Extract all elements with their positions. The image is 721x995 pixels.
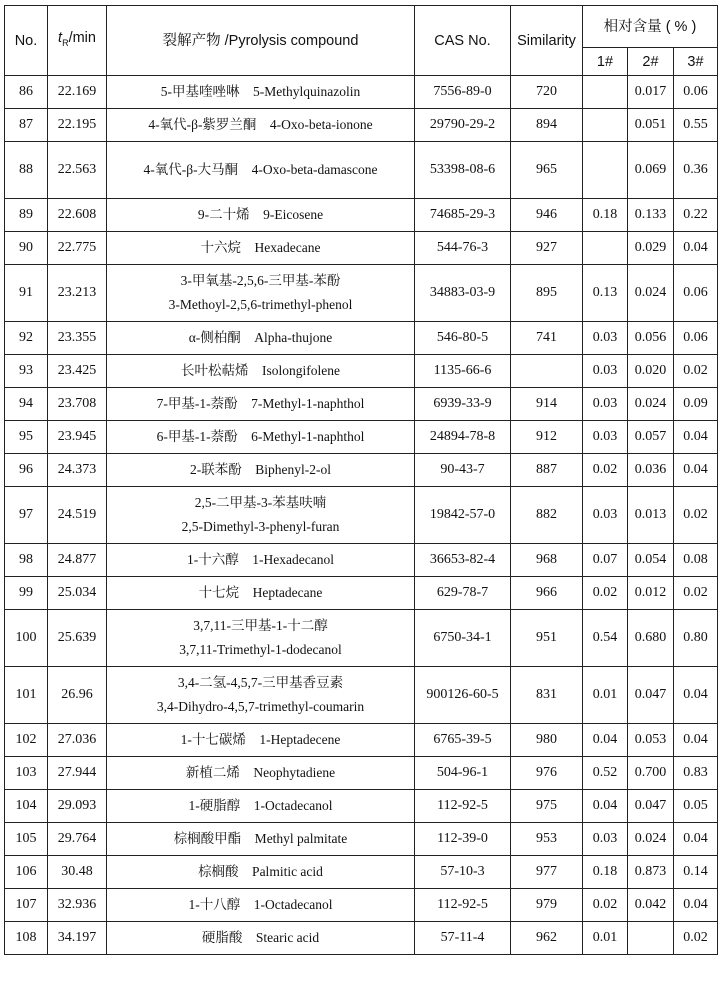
- compound-line: 3-Methoyl-2,5,6-trimethyl-phenol: [168, 297, 353, 312]
- cell-similarity: 927: [511, 232, 583, 265]
- cell-sample-3: 0.04: [674, 454, 718, 487]
- cell-cas: 36653-82-4: [415, 544, 511, 577]
- compound-line: 1-硬脂醇 1-Octadecanol: [188, 798, 333, 813]
- cell-cas: 53398-08-6: [415, 142, 511, 199]
- cell-sample-1: 0.03: [583, 388, 628, 421]
- cell-sample-1: 0.01: [583, 667, 628, 724]
- cell-sample-2: 0.873: [628, 856, 674, 889]
- cell-cas: 7556-89-0: [415, 76, 511, 109]
- cell-sample-1: [583, 232, 628, 265]
- cell-similarity: 887: [511, 454, 583, 487]
- cell-sample-2: 0.054: [628, 544, 674, 577]
- cell-sample-2: 0.024: [628, 265, 674, 322]
- cell-sample-1: 0.52: [583, 757, 628, 790]
- cell-sample-3: 0.83: [674, 757, 718, 790]
- table-row: [5, 823, 718, 856]
- cell-cas: 629-78-7: [415, 577, 511, 610]
- cell-no: 95: [5, 421, 48, 454]
- cell-cas: 74685-29-3: [415, 199, 511, 232]
- cell-sample-3: 0.06: [674, 265, 718, 322]
- cell-compound: [107, 922, 415, 955]
- cell-similarity: 975: [511, 790, 583, 823]
- cell-retention-time: 22.775: [48, 232, 107, 265]
- header-no: No.: [5, 6, 48, 76]
- cell-sample-3: 0.02: [674, 487, 718, 544]
- cell-sample-3: 0.04: [674, 667, 718, 724]
- cell-sample-2: 0.053: [628, 724, 674, 757]
- cell-sample-3: 0.04: [674, 724, 718, 757]
- cell-no: 91: [5, 265, 48, 322]
- cell-sample-1: 0.04: [583, 724, 628, 757]
- cell-compound: [107, 757, 415, 790]
- cell-sample-2: [628, 922, 674, 955]
- cell-no: 93: [5, 355, 48, 388]
- compound-line: 棕榈酸甲酯 Methyl palmitate: [173, 831, 348, 846]
- table-row: [5, 232, 718, 265]
- cell-sample-1: 0.04: [583, 790, 628, 823]
- compound-line: 新植二烯 Neophytadiene: [185, 765, 336, 780]
- cell-compound: [107, 109, 415, 142]
- cell-sample-1: 0.02: [583, 454, 628, 487]
- cell-no: 86: [5, 76, 48, 109]
- cell-cas: 544-76-3: [415, 232, 511, 265]
- cell-sample-3: 0.55: [674, 109, 718, 142]
- table-row: [5, 76, 718, 109]
- cell-similarity: 977: [511, 856, 583, 889]
- cell-sample-3: 0.08: [674, 544, 718, 577]
- compound-line: 6-甲基-1-萘酚 6-Methyl-1-naphthol: [156, 429, 365, 444]
- cell-compound: [107, 232, 415, 265]
- table-row: [5, 577, 718, 610]
- cell-retention-time: 25.034: [48, 577, 107, 610]
- header-cas: CAS No.: [415, 6, 511, 76]
- cell-sample-2: 0.047: [628, 790, 674, 823]
- table-row: [5, 667, 718, 724]
- table-row: [5, 610, 718, 667]
- cell-sample-3: 0.04: [674, 232, 718, 265]
- table-row: [5, 388, 718, 421]
- cell-compound: [107, 388, 415, 421]
- cell-no: 92: [5, 322, 48, 355]
- cell-sample-3: 0.05: [674, 790, 718, 823]
- cell-sample-3: 0.36: [674, 142, 718, 199]
- table-row: [5, 142, 718, 199]
- cell-sample-3: 0.14: [674, 856, 718, 889]
- cell-sample-1: 0.03: [583, 421, 628, 454]
- cell-cas: 112-92-5: [415, 790, 511, 823]
- header-sample-1: 1#: [583, 48, 628, 76]
- cell-retention-time: 24.877: [48, 544, 107, 577]
- cell-cas: 24894-78-8: [415, 421, 511, 454]
- compound-line: 2-联苯酚 Biphenyl-2-ol: [190, 462, 331, 477]
- cell-cas: 57-11-4: [415, 922, 511, 955]
- table-row: [5, 421, 718, 454]
- header-sample-2: 2#: [628, 48, 674, 76]
- cell-cas: 6750-34-1: [415, 610, 511, 667]
- cell-no: 98: [5, 544, 48, 577]
- cell-compound: [107, 724, 415, 757]
- cell-similarity: 946: [511, 199, 583, 232]
- cell-sample-2: 0.013: [628, 487, 674, 544]
- cell-compound: [107, 322, 415, 355]
- cell-compound: [107, 199, 415, 232]
- compound-line: 5-甲基喹唑啉 5-Methylquinazolin: [160, 84, 361, 99]
- cell-similarity: 894: [511, 109, 583, 142]
- cell-sample-1: 0.13: [583, 265, 628, 322]
- cell-sample-2: 0.700: [628, 757, 674, 790]
- table-row: [5, 322, 718, 355]
- cell-compound: [107, 610, 415, 667]
- cell-sample-2: 0.017: [628, 76, 674, 109]
- table-row: [5, 265, 718, 322]
- compound-line: 2,5-二甲基-3-苯基呋喃: [194, 495, 327, 510]
- cell-sample-3: 0.06: [674, 322, 718, 355]
- cell-similarity: 965: [511, 142, 583, 199]
- cell-sample-1: [583, 76, 628, 109]
- compound-line: 2,5-Dimethyl-3-phenyl-furan: [181, 519, 340, 534]
- cell-sample-1: 0.18: [583, 856, 628, 889]
- cell-retention-time: 24.519: [48, 487, 107, 544]
- header-retention-time: $t_R/\min$: [48, 6, 107, 76]
- cell-compound: [107, 667, 415, 724]
- cell-similarity: 914: [511, 388, 583, 421]
- cell-retention-time: 29.093: [48, 790, 107, 823]
- cell-cas: 19842-57-0: [415, 487, 511, 544]
- compound-line: 3,7,11-三甲基-1-十二醇: [193, 618, 328, 633]
- cell-retention-time: 22.608: [48, 199, 107, 232]
- cell-cas: 57-10-3: [415, 856, 511, 889]
- compound-line: 4-氧代-β-紫罗兰酮 4-Oxo-beta-ionone: [148, 117, 373, 132]
- cell-compound: [107, 355, 415, 388]
- cell-compound: [107, 577, 415, 610]
- cell-sample-3: 0.02: [674, 355, 718, 388]
- cell-sample-3: 0.04: [674, 823, 718, 856]
- cell-sample-1: 0.01: [583, 922, 628, 955]
- cell-cas: 504-96-1: [415, 757, 511, 790]
- cell-similarity: 741: [511, 322, 583, 355]
- table-row: [5, 790, 718, 823]
- table-row: [5, 922, 718, 955]
- cell-similarity: 980: [511, 724, 583, 757]
- cell-sample-2: 0.024: [628, 388, 674, 421]
- table-row: [5, 724, 718, 757]
- cell-sample-1: 0.54: [583, 610, 628, 667]
- cell-retention-time: 32.936: [48, 889, 107, 922]
- cell-retention-time: 30.48: [48, 856, 107, 889]
- cell-sample-3: 0.04: [674, 889, 718, 922]
- cell-similarity: 912: [511, 421, 583, 454]
- cell-sample-2: 0.042: [628, 889, 674, 922]
- cell-sample-2: 0.020: [628, 355, 674, 388]
- cell-similarity: [511, 355, 583, 388]
- cell-retention-time: 22.169: [48, 76, 107, 109]
- table-row: [5, 454, 718, 487]
- cell-sample-2: 0.051: [628, 109, 674, 142]
- compound-line: 4-氧代-β-大马酮 4-Oxo-beta-damascone: [143, 162, 378, 177]
- compound-line: 3,4-Dihydro-4,5,7-trimethyl-coumarin: [156, 699, 365, 714]
- cell-sample-3: 0.09: [674, 388, 718, 421]
- cell-cas: 29790-29-2: [415, 109, 511, 142]
- cell-retention-time: 23.945: [48, 421, 107, 454]
- cell-retention-time: 23.213: [48, 265, 107, 322]
- header-relative-content: 相对含量 ( % ): [583, 6, 718, 48]
- cell-no: 104: [5, 790, 48, 823]
- cell-sample-1: 0.02: [583, 889, 628, 922]
- cell-retention-time: 34.197: [48, 922, 107, 955]
- cell-sample-2: 0.056: [628, 322, 674, 355]
- cell-sample-3: 0.06: [674, 76, 718, 109]
- cell-retention-time: 25.639: [48, 610, 107, 667]
- compound-line: 3,7,11-Trimethyl-1-dodecanol: [179, 642, 342, 657]
- cell-no: 101: [5, 667, 48, 724]
- compound-line: α-侧柏酮 Alpha-thujone: [188, 330, 333, 345]
- table-row: [5, 889, 718, 922]
- pyrolysis-compound-table: [4, 5, 718, 955]
- table-row: [5, 199, 718, 232]
- compound-line: 长叶松萜烯 Isolongifolene: [181, 363, 340, 378]
- cell-sample-3: 0.80: [674, 610, 718, 667]
- cell-retention-time: 23.708: [48, 388, 107, 421]
- cell-similarity: 979: [511, 889, 583, 922]
- cell-sample-1: [583, 109, 628, 142]
- cell-no: 100: [5, 610, 48, 667]
- header-similarity: Similarity: [511, 6, 583, 76]
- cell-cas: 34883-03-9: [415, 265, 511, 322]
- cell-compound: [107, 856, 415, 889]
- table-row: [5, 355, 718, 388]
- cell-compound: [107, 454, 415, 487]
- cell-no: 97: [5, 487, 48, 544]
- table-body: [5, 76, 718, 955]
- cell-cas: 6765-39-5: [415, 724, 511, 757]
- cell-no: 107: [5, 889, 48, 922]
- cell-sample-3: 0.04: [674, 421, 718, 454]
- table-row: [5, 487, 718, 544]
- cell-sample-2: 0.057: [628, 421, 674, 454]
- compound-line: 硬脂酸 Stearic acid: [201, 930, 320, 945]
- compound-line: 7-甲基-1-萘酚 7-Methyl-1-naphthol: [156, 396, 365, 411]
- cell-no: 88: [5, 142, 48, 199]
- cell-no: 102: [5, 724, 48, 757]
- cell-sample-1: [583, 142, 628, 199]
- compound-line: 1-十七碳烯 1-Heptadecene: [180, 732, 341, 747]
- cell-retention-time: 26.96: [48, 667, 107, 724]
- cell-similarity: 895: [511, 265, 583, 322]
- cell-compound: [107, 76, 415, 109]
- cell-sample-2: 0.069: [628, 142, 674, 199]
- compound-line: 9-二十烯 9-Eicosene: [197, 207, 324, 222]
- cell-similarity: 951: [511, 610, 583, 667]
- cell-sample-1: 0.03: [583, 355, 628, 388]
- compound-line: 十七烷 Heptadecane: [198, 585, 323, 600]
- cell-retention-time: 29.764: [48, 823, 107, 856]
- cell-no: 94: [5, 388, 48, 421]
- cell-sample-3: 0.02: [674, 577, 718, 610]
- cell-sample-1: 0.03: [583, 823, 628, 856]
- cell-sample-2: 0.047: [628, 667, 674, 724]
- compound-line: 1-十八醇 1-Octadecanol: [188, 897, 333, 912]
- cell-sample-1: 0.07: [583, 544, 628, 577]
- cell-compound: [107, 823, 415, 856]
- cell-sample-2: 0.680: [628, 610, 674, 667]
- cell-sample-1: 0.03: [583, 322, 628, 355]
- cell-no: 106: [5, 856, 48, 889]
- cell-cas: 1135-66-6: [415, 355, 511, 388]
- cell-similarity: 953: [511, 823, 583, 856]
- cell-similarity: 720: [511, 76, 583, 109]
- cell-no: 87: [5, 109, 48, 142]
- cell-sample-2: 0.012: [628, 577, 674, 610]
- cell-no: 96: [5, 454, 48, 487]
- cell-sample-3: 0.02: [674, 922, 718, 955]
- cell-compound: [107, 889, 415, 922]
- cell-retention-time: 23.425: [48, 355, 107, 388]
- cell-similarity: 962: [511, 922, 583, 955]
- cell-sample-2: 0.024: [628, 823, 674, 856]
- cell-sample-1: 0.03: [583, 487, 628, 544]
- cell-cas: 90-43-7: [415, 454, 511, 487]
- compound-line: 1-十六醇 1-Hexadecanol: [187, 552, 334, 567]
- cell-compound: [107, 487, 415, 544]
- cell-similarity: 831: [511, 667, 583, 724]
- compound-line: 3,4-二氢-4,5,7-三甲基香豆素: [177, 675, 344, 690]
- cell-similarity: 966: [511, 577, 583, 610]
- header-sample-3: 3#: [674, 48, 718, 76]
- table-row: [5, 757, 718, 790]
- cell-retention-time: 23.355: [48, 322, 107, 355]
- header-compound: 裂解产物 /Pyrolysis compound: [107, 6, 415, 76]
- cell-retention-time: 22.563: [48, 142, 107, 199]
- cell-similarity: 968: [511, 544, 583, 577]
- table-row: [5, 856, 718, 889]
- cell-sample-2: 0.036: [628, 454, 674, 487]
- cell-cas: 112-92-5: [415, 889, 511, 922]
- cell-no: 89: [5, 199, 48, 232]
- cell-sample-1: 0.18: [583, 199, 628, 232]
- cell-similarity: 976: [511, 757, 583, 790]
- cell-compound: [107, 421, 415, 454]
- cell-retention-time: 27.944: [48, 757, 107, 790]
- cell-cas: 6939-33-9: [415, 388, 511, 421]
- cell-cas: 900126-60-5: [415, 667, 511, 724]
- cell-cas: 112-39-0: [415, 823, 511, 856]
- compound-line: 十六烷 Hexadecane: [200, 240, 321, 255]
- cell-no: 90: [5, 232, 48, 265]
- cell-compound: [107, 544, 415, 577]
- cell-no: 108: [5, 922, 48, 955]
- cell-sample-3: 0.22: [674, 199, 718, 232]
- cell-no: 105: [5, 823, 48, 856]
- compound-line: 3-甲氧基-2,5,6-三甲基-苯酚: [180, 273, 341, 288]
- cell-retention-time: 27.036: [48, 724, 107, 757]
- cell-retention-time: 22.195: [48, 109, 107, 142]
- compound-line: 棕榈酸 Palmitic acid: [198, 864, 323, 879]
- cell-similarity: 882: [511, 487, 583, 544]
- cell-cas: 546-80-5: [415, 322, 511, 355]
- cell-no: 103: [5, 757, 48, 790]
- cell-sample-2: 0.029: [628, 232, 674, 265]
- cell-no: 99: [5, 577, 48, 610]
- table-row: [5, 544, 718, 577]
- table-row: [5, 109, 718, 142]
- cell-compound: [107, 790, 415, 823]
- cell-sample-1: 0.02: [583, 577, 628, 610]
- cell-retention-time: 24.373: [48, 454, 107, 487]
- cell-compound: [107, 142, 415, 199]
- cell-compound: [107, 265, 415, 322]
- cell-sample-2: 0.133: [628, 199, 674, 232]
